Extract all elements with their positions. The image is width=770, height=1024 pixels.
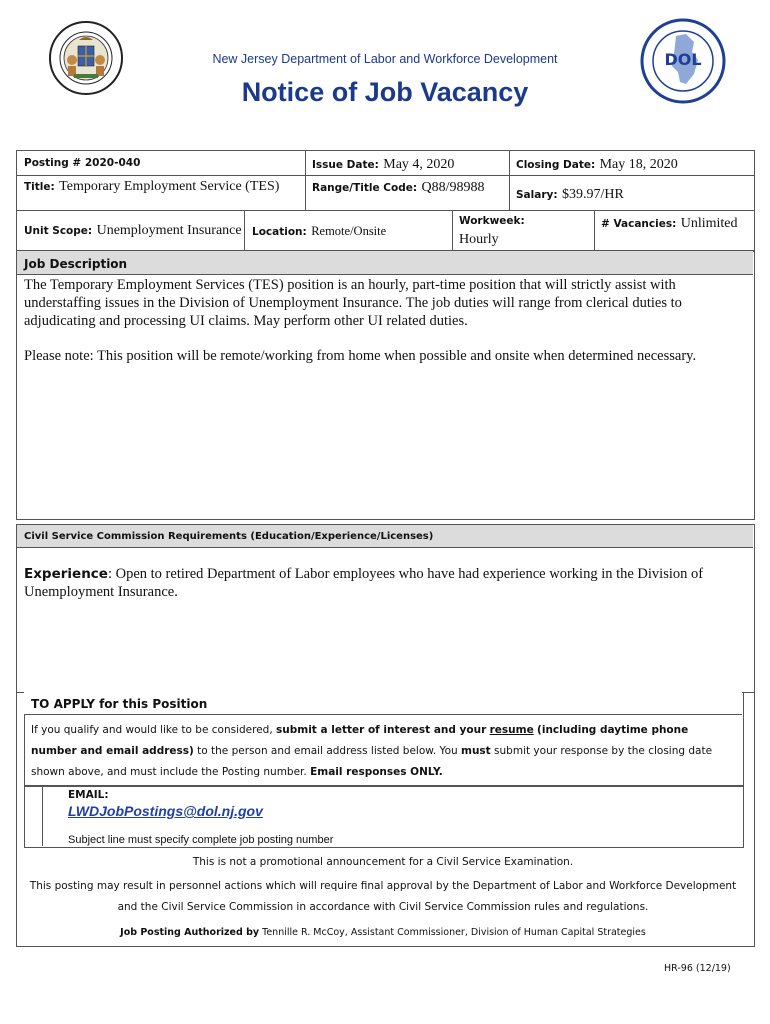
job-title-label: Title:	[24, 181, 55, 193]
closing-date-label: Closing Date:	[516, 159, 596, 171]
dol-logo-text: DOL	[664, 50, 702, 69]
agency-name: New Jersey Department of Labor and Workforce Development	[212, 52, 558, 66]
apply-instructions-text	[31, 720, 731, 783]
promotional-disclaimer: This is not a promotional announcement for a Civil Service Examination.	[192, 856, 574, 868]
closing-date-value: May 18, 2020	[599, 157, 678, 172]
apply-resume-text: resume	[489, 724, 534, 736]
apply-must-text: must	[461, 745, 491, 757]
range-label: Range/Title Code:	[312, 182, 418, 194]
form-code: HR-96 (12/19)	[664, 963, 731, 974]
issue-date-label: Issue Date:	[312, 159, 379, 171]
location-label: Location:	[252, 226, 307, 238]
experience-label: Experience	[24, 566, 108, 582]
salary	[516, 185, 624, 203]
apply-text-1: If you qualify and would like to be considered,	[31, 724, 273, 736]
email-label: EMAIL:	[68, 789, 109, 801]
salary-value: $39.97/HR	[562, 187, 624, 202]
range-title-code	[312, 178, 484, 196]
requirements-section	[16, 524, 755, 693]
job-description-header	[17, 251, 753, 275]
job-title-value: Temporary Employment Service (TES)	[59, 179, 280, 194]
unit-scope-value: Unemployment Insurance	[96, 223, 242, 238]
authorized-by-value: Tennille R. McCoy, Assistant Commissioner, Division of Human Capital Strategies	[262, 927, 646, 938]
apply-text-7: submit your response by the closing date shown above, and must include the Posting number.	[31, 745, 713, 778]
job-description-text: The Temporary Employment Services (TES) position is an hourly, part-time position that will strictly assist with understaffing issues in the Division of Unemployment Insurance. The job duties will range from clerical duties to adjudicating and processing UI claims. May perform other UI related duties.	[24, 277, 682, 329]
unit-scope-label: Unit Scope:	[24, 225, 93, 237]
job-title	[24, 177, 279, 195]
experience-description: : Open to retired Department of Labor employees who have had experience working in the Division of Unemployment Insurance.	[24, 566, 704, 600]
job-description-heading: Job Description	[24, 257, 128, 271]
remote-note: Please note: This position will be remote/working from home when possible and onsite when determined necessary.	[24, 348, 697, 364]
vacancies	[601, 214, 738, 232]
vacancies-value: Unlimited	[680, 216, 738, 231]
location	[252, 222, 386, 240]
vacancies-label: # Vacancies:	[601, 218, 677, 230]
workweek-value: Hourly	[459, 232, 499, 247]
authorized-by-label: Job Posting Authorized by	[120, 927, 260, 938]
dol-seal-logo	[640, 18, 726, 104]
salary-label: Salary:	[516, 189, 558, 201]
workweek-label: Workweek:	[459, 215, 525, 227]
issue-date-value: May 4, 2020	[383, 157, 455, 172]
subject-line-note: Subject line must specify complete job posting number	[68, 834, 334, 846]
range-value: Q88/98988	[421, 180, 485, 195]
apply-email-only-text: Email responses ONLY.	[310, 766, 443, 778]
unit-scope	[24, 221, 242, 239]
apply-text-5: to the person and email address listed below. You	[197, 745, 458, 757]
posting-number: Posting # 2020-040	[24, 157, 141, 169]
apply-text-4: (including daytime phone number and email address)	[31, 724, 689, 757]
authorization-line	[24, 927, 742, 938]
email-link[interactable]: LWDJobPostings@dol.nj.gov	[68, 803, 263, 819]
experience-text	[24, 565, 739, 601]
issue-date	[312, 155, 454, 173]
page-title: Notice of Job Vacancy	[241, 77, 529, 107]
location-value: Remote/Onsite	[311, 224, 387, 238]
personnel-actions-note: This posting may result in personnel actions which will require final approval by the Department of Labor and Workforce Development and the Civil Service Commission in accordance with Civil Service Commission rules and regulations.	[29, 880, 737, 913]
apply-heading: TO APPLY for this Position	[31, 697, 208, 711]
requirements-heading: Civil Service Commission Requirements (Education/Experience/Licenses)	[24, 531, 434, 542]
apply-text-2: submit a letter of interest and your	[276, 724, 487, 736]
closing-date	[516, 155, 678, 173]
